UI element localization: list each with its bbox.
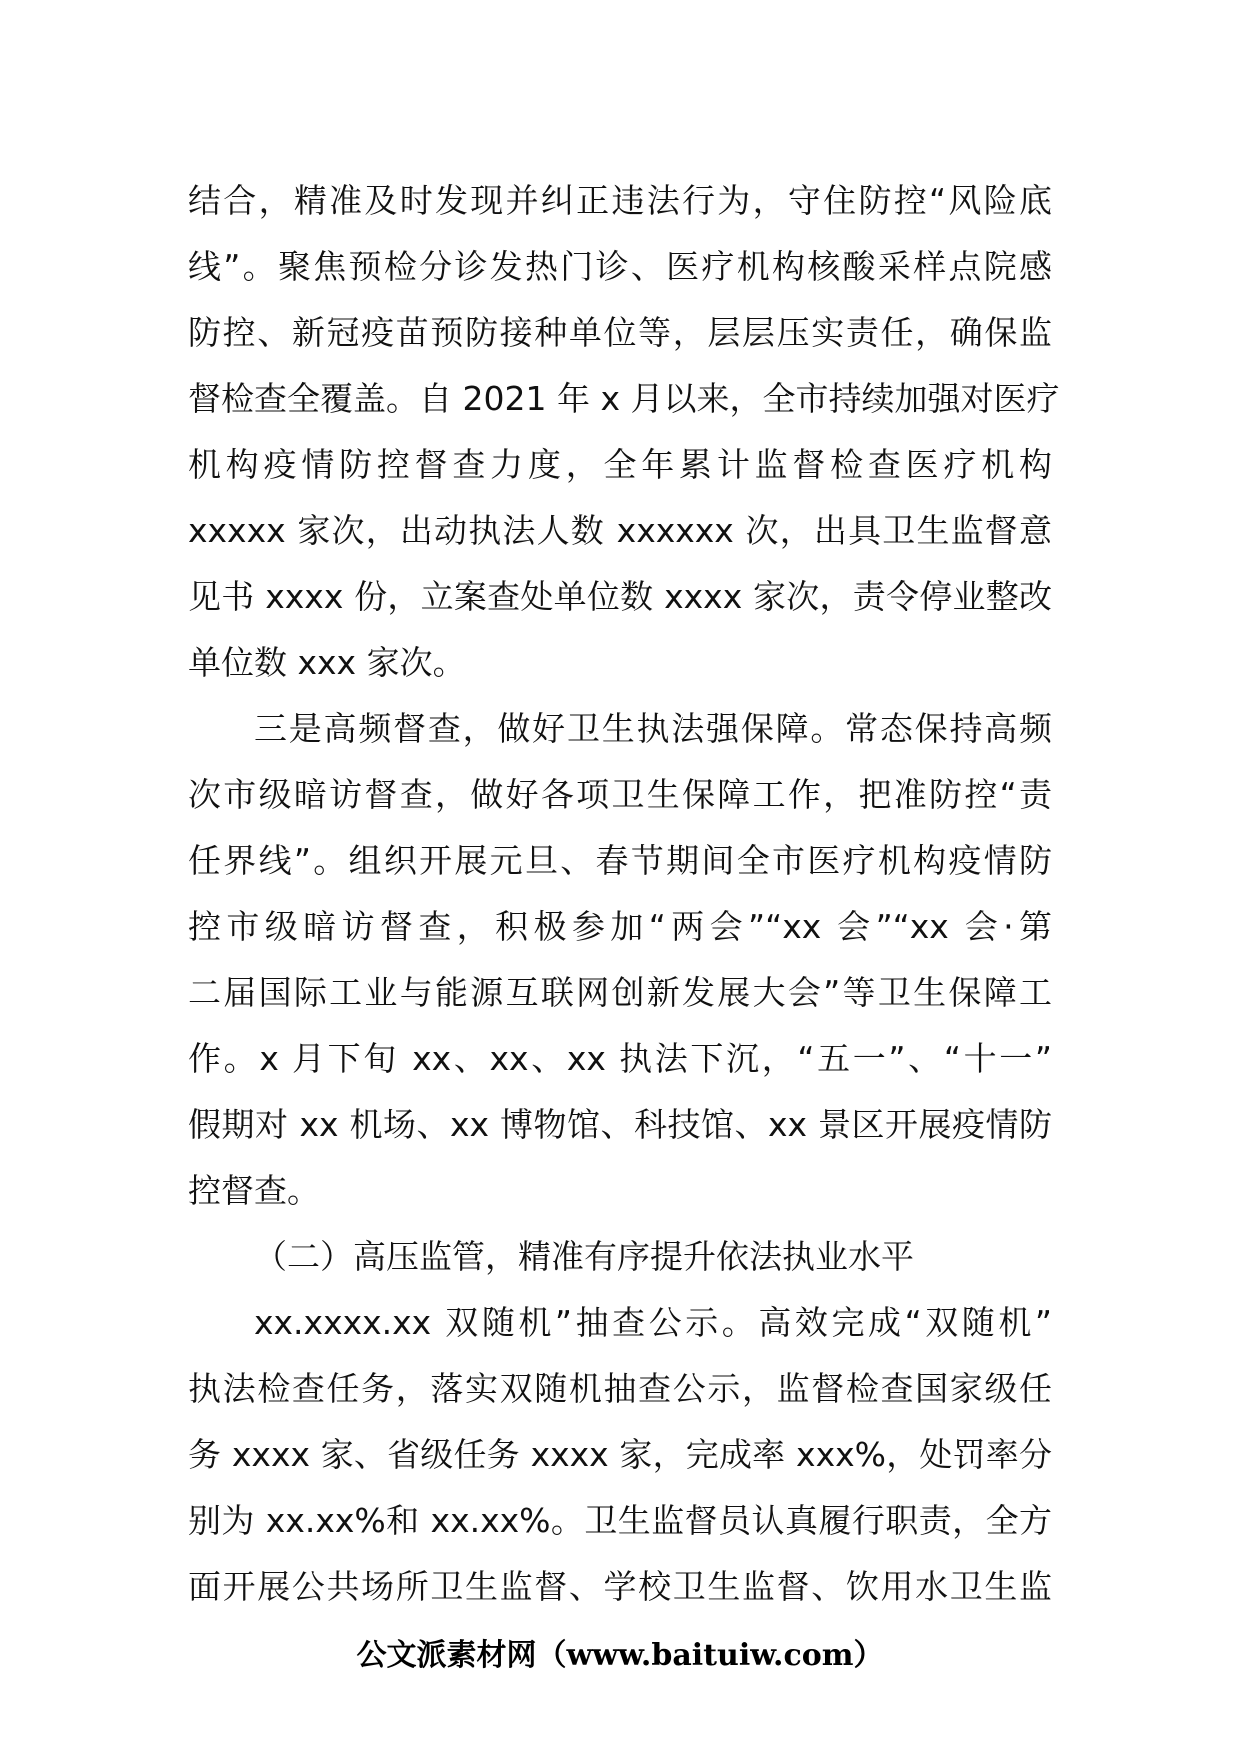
text-line: 控督查。 bbox=[188, 1171, 320, 1210]
text-line: xxxxx 家次，出动执法人数 xxxxxx 次，出具卫生监督意 bbox=[188, 511, 1052, 550]
text-line: 二届国际工业与能源互联网创新发展大会”等卫生保障工 bbox=[188, 973, 1052, 1012]
text-line: 面开展公共场所卫生监督、学校卫生监督、饮用水卫生监 bbox=[188, 1567, 1052, 1606]
paragraph-first-line: xx.xxxx.xx 双随机”抽查公示。高效完成“双随机” bbox=[254, 1303, 1052, 1342]
paragraph-first-line: 三是高频督查，做好卫生执法强保障。常态保持高频 bbox=[254, 709, 1052, 748]
text-line: 督检查全覆盖。自 2021 年 x 月以来，全市持续加强对医疗 bbox=[188, 379, 1060, 418]
text-line: 控市级暗访督查，积极参加“两会”“xx 会”“xx 会·第 bbox=[188, 907, 1052, 946]
text-line: 机构疫情防控督查力度，全年累计监督检查医疗机构 bbox=[188, 445, 1052, 484]
text-line: 任界线”。组织开展元旦、春节期间全市医疗机构疫情防 bbox=[188, 841, 1052, 880]
section-heading: （二）高压监管，精准有序提升依法执业水平 bbox=[254, 1237, 914, 1276]
text-line: 假期对 xx 机场、xx 博物馆、科技馆、xx 景区开展疫情防 bbox=[188, 1105, 1052, 1144]
text-line: 执法检查任务，落实双随机抽查公示，监督检查国家级任 bbox=[188, 1369, 1052, 1408]
text-line: 防控、新冠疫苗预防接种单位等，层层压实责任，确保监 bbox=[188, 313, 1052, 352]
text-line: 作。x 月下旬 xx、xx、xx 执法下沉，“五一”、“十一” bbox=[188, 1039, 1052, 1078]
text-line: 线”。聚焦预检分诊发热门诊、医疗机构核酸采样点院感 bbox=[188, 247, 1052, 286]
footer-watermark: 公文派素材网（www.baituiw.com） bbox=[356, 1638, 884, 1673]
text-line: 务 xxxx 家、省级任务 xxxx 家，完成率 xxx%，处罚率分 bbox=[188, 1435, 1052, 1474]
document-body bbox=[188, 168, 1060, 1620]
text-line: 结合，精准及时发现并纠正违法行为，守住防控“风险底 bbox=[188, 181, 1052, 220]
text-line: 单位数 xxx 家次。 bbox=[188, 643, 466, 682]
text-line: 别为 xx.xx%和 xx.xx%。卫生监督员认真履行职责，全方 bbox=[188, 1501, 1052, 1540]
text-line: 次市级暗访督查，做好各项卫生保障工作，把准防控“责 bbox=[188, 775, 1052, 814]
text-line: 见书 xxxx 份，立案查处单位数 xxxx 家次，责令停业整改 bbox=[188, 577, 1052, 616]
